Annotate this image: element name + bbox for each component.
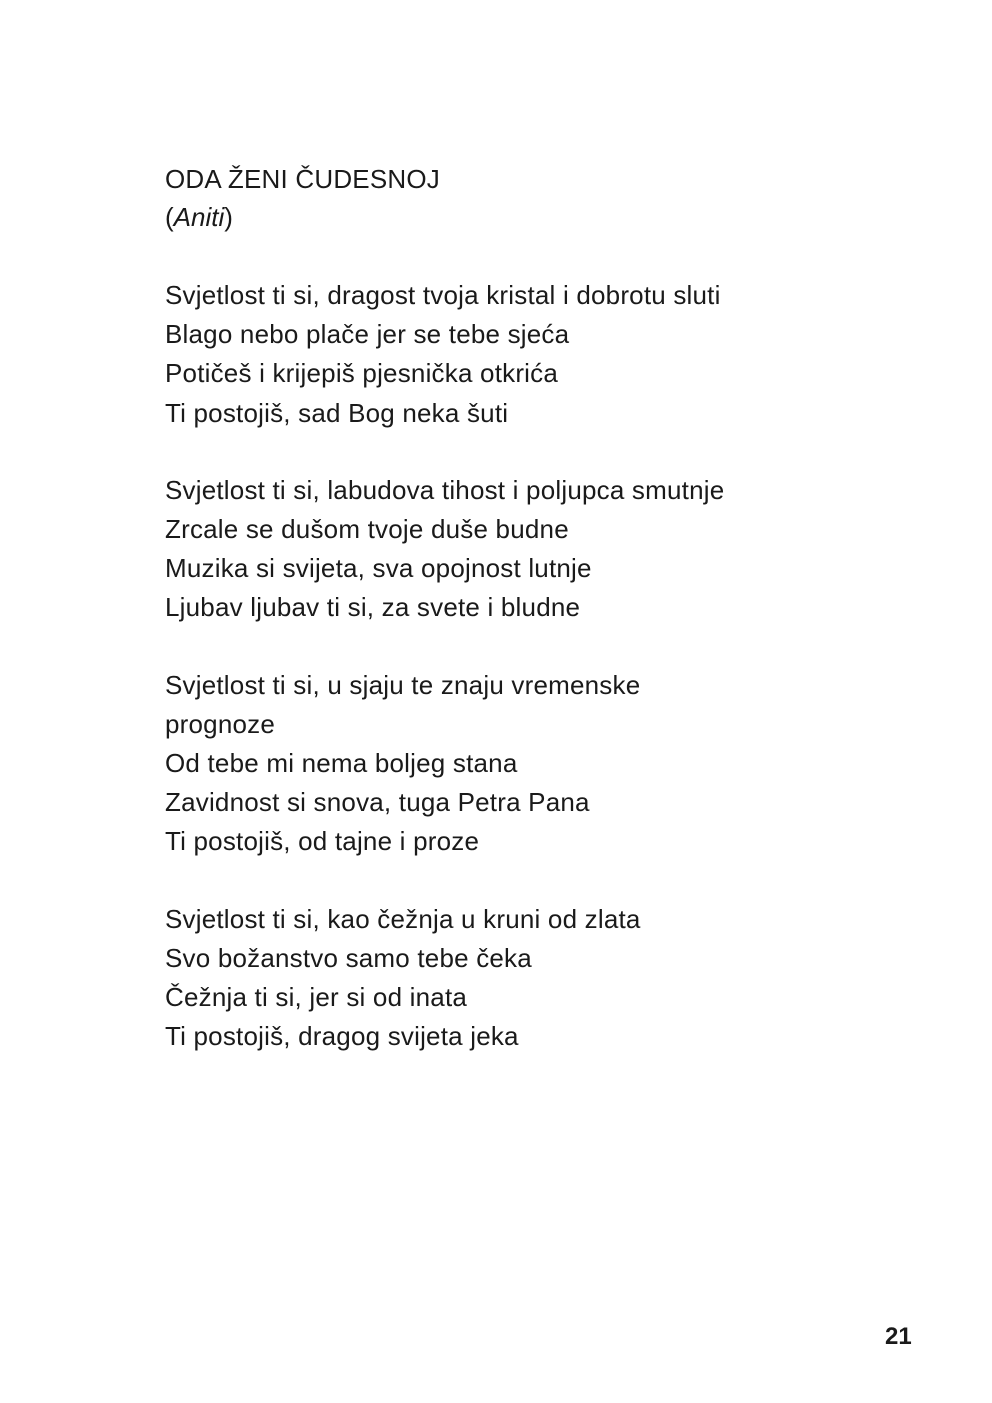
verse-line: Svo božanstvo samo tebe čeka [165, 942, 532, 973]
verse-line: Potičeš i krijepiš pjesnička otkrića [165, 358, 559, 389]
verse-line: Svjetlost ti si, kao čežnja u kruni od zlata [165, 903, 641, 934]
page-number: 21 [885, 1323, 912, 1350]
verse-line: Svjetlost ti si, u sjaju te znaju vremenske [165, 669, 641, 700]
dedication-open-paren: ( [165, 202, 174, 232]
stanza-3 [165, 666, 885, 862]
verse-line: Ljubav ljubav ti si, za svete i bludne [165, 592, 581, 623]
dedication-name: Aniti [173, 202, 225, 232]
verse-line: Ti postojiš, sad Bog neka šuti [165, 397, 509, 428]
verse-line: Zrcale se dušom tvoje duše budne [165, 514, 569, 545]
poem-title: ODA ŽENI ČUDESNOJ [165, 164, 440, 194]
verse-line: Ti postojiš, od tajne i proze [165, 826, 480, 857]
verse-line: Ti postojiš, dragog svijeta jeka [165, 1021, 519, 1052]
verse-line: prognoze [165, 708, 276, 739]
verse-line: Svjetlost ti si, labudova tihost i poljupca smutnje [165, 474, 725, 505]
verse-line: Zavidnost si snova, tuga Petra Pana [165, 787, 590, 818]
poem [165, 160, 885, 1056]
dedication-close-paren: ) [224, 202, 233, 232]
verse-line: Muzika si svijeta, sva opojnost lutnje [165, 553, 592, 584]
verse-line: Blago nebo plače jer se tebe sjeća [165, 319, 570, 350]
stanza-4 [165, 900, 885, 1057]
stanza-1 [165, 276, 885, 433]
stanza-2 [165, 471, 885, 628]
verse-line: Svjetlost ti si, dragost tvoja kristal i dobrotu sluti [165, 280, 721, 310]
verse-line: Od tebe mi nema boljeg stana [165, 748, 518, 779]
verse-line: Čežnja ti si, jer si od inata [165, 982, 468, 1013]
poem-dedication [165, 198, 885, 236]
